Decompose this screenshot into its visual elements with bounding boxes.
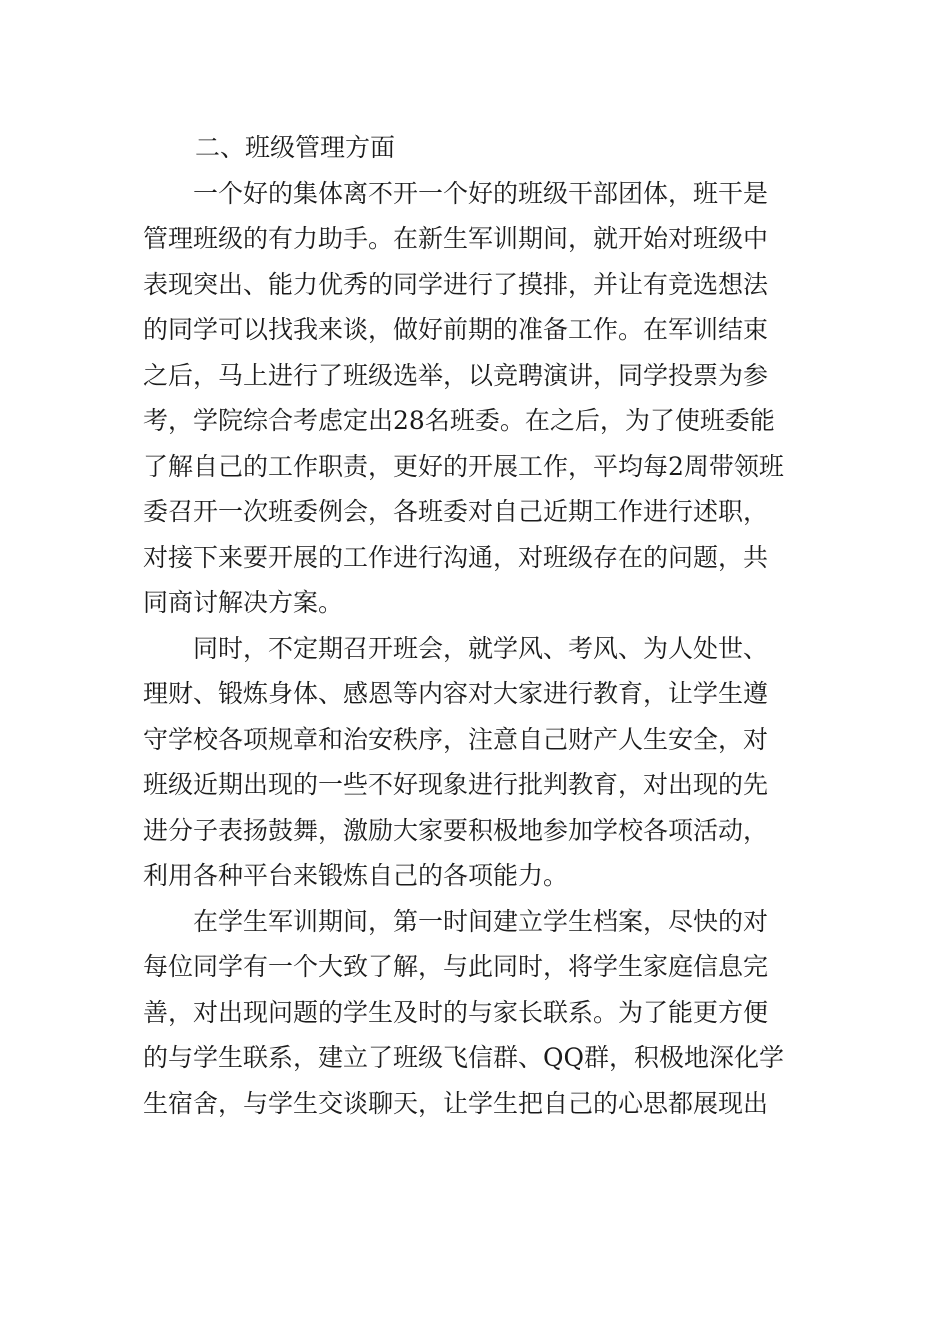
- section-heading: 二、班级管理方面: [195, 133, 396, 162]
- paragraph-line: 管理班级的有力助手。在新生军训期间，就开始对班级中: [143, 224, 769, 253]
- paragraph-line: 委召开一次班委例会，各班委对自己近期工作进行述职，: [143, 497, 769, 526]
- paragraph-line: 了解自己的工作职责，更好的开展工作，平均每2周带领班: [143, 451, 784, 481]
- paragraph-line: 班级近期出现的一些不好现象进行批判教育，对出现的先: [143, 770, 769, 799]
- paragraph-line: 的同学可以找我来谈，做好前期的准备工作。在军训结束: [143, 315, 769, 344]
- paragraph-line: 表现突出、能力优秀的同学进行了摸排，并让有竞选想法: [143, 269, 769, 299]
- paragraph-line: 善，对出现问题的学生及时的与家长联系。为了能更方便: [143, 997, 769, 1027]
- paragraph-line: 考，学院综合考虑定出28名班委。在之后，为了使班委能: [143, 406, 775, 435]
- paragraph-line: 之后，马上进行了班级选举，以竞聘演讲，同学投票为参: [143, 360, 769, 390]
- paragraph-line: 理财、锻炼身体、感恩等内容对大家进行教育，让学生遵: [143, 679, 769, 708]
- paragraph-line: 的与学生联系，建立了班级飞信群、QQ群，积极地深化学: [143, 1043, 784, 1072]
- paragraph-line: 对接下来要开展的工作进行沟通，对班级存在的问题，共: [143, 542, 769, 572]
- document-body: [143, 125, 808, 1126]
- paragraph-line: 利用各种平台来锻炼自己的各项能力。: [143, 861, 569, 890]
- paragraph-3: [143, 899, 808, 1127]
- paragraph-2: [143, 626, 808, 899]
- paragraph-line: 同时，不定期召开班会，就学风、考风、为人处世、: [143, 633, 769, 663]
- paragraph-line: 同商讨解决方案。: [143, 588, 344, 617]
- paragraph-line: 生宿舍，与学生交谈聊天，让学生把自己的心思都展现出: [143, 1088, 769, 1118]
- paragraph-line: 一个好的集体离不开一个好的班级干部团体，班干是: [143, 178, 769, 208]
- paragraph-line: 每位同学有一个大致了解，与此同时，将学生家庭信息完: [143, 952, 769, 981]
- paragraph-line: 在学生军训期间，第一时间建立学生档案，尽快的对: [143, 906, 769, 936]
- paragraph-line: 守学校各项规章和治安秩序，注意自己财产人生安全，对: [143, 724, 769, 754]
- paragraph-line: 进分子表扬鼓舞，激励大家要积极地参加学校各项活动，: [143, 815, 769, 845]
- paragraph-1: [143, 171, 808, 626]
